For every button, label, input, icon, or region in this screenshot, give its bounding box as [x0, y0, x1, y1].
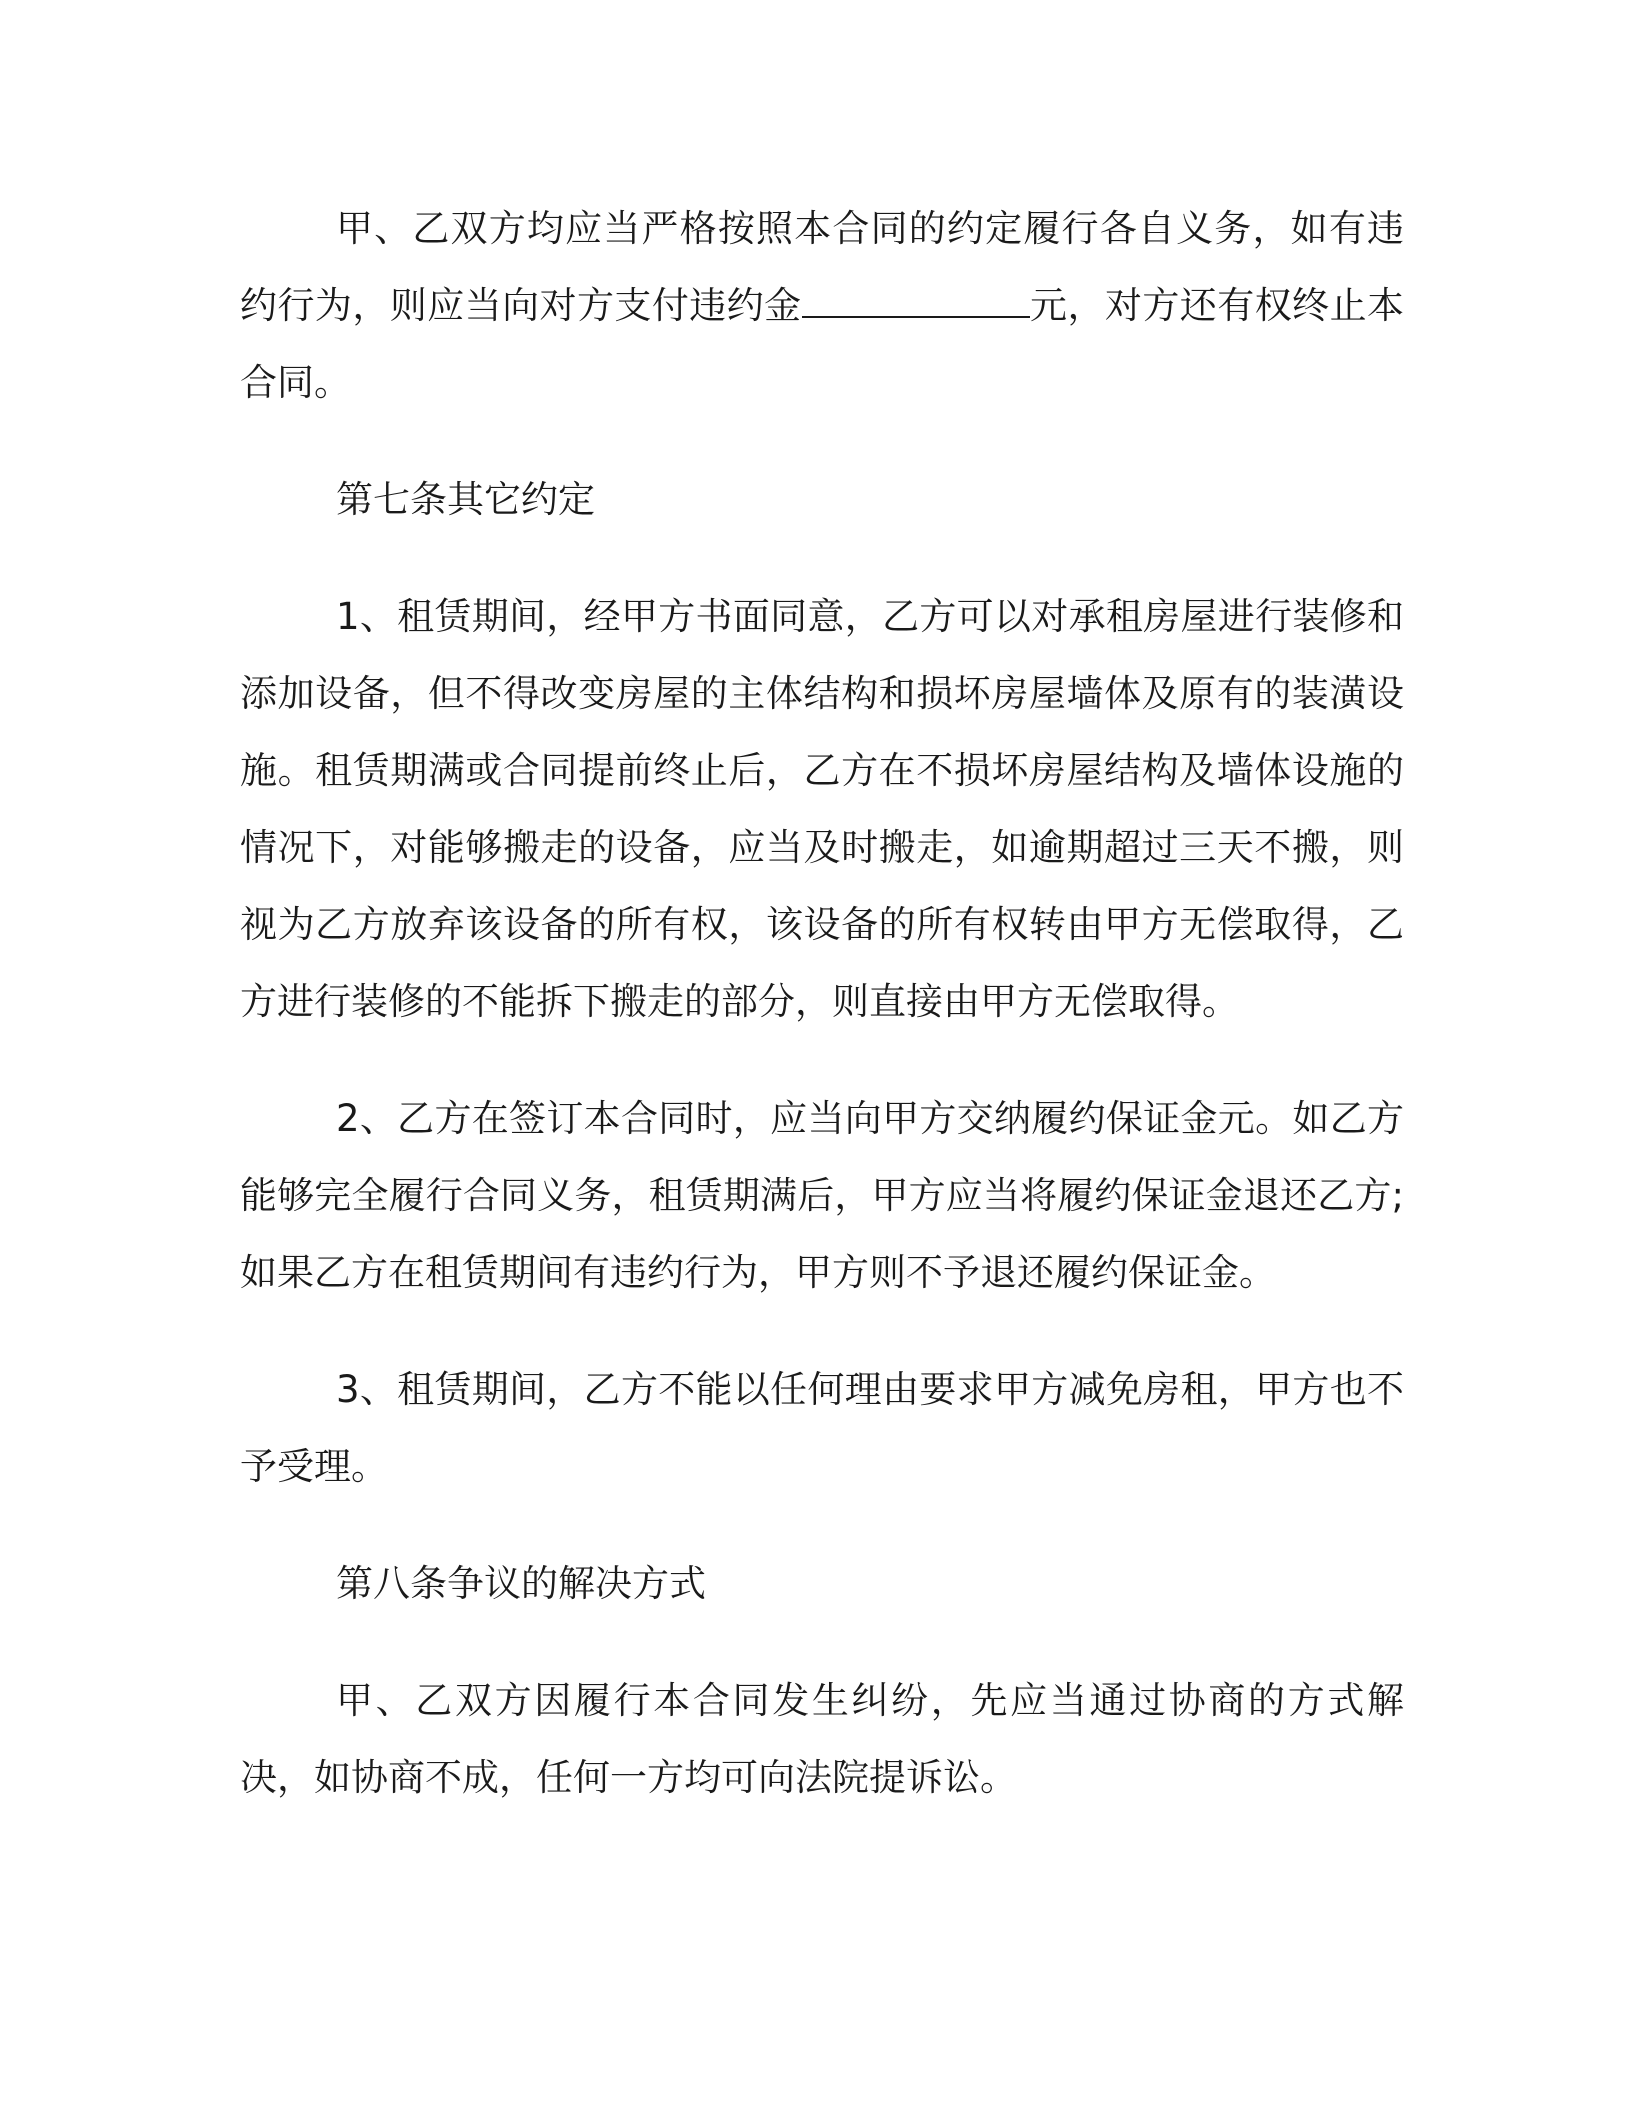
article-7-clause-2: 2、乙方在签订本合同时，应当向甲方交纳履约保证金元。如乙方能够完全履行合同义务，租赁期满后，甲方应当将履约保证金退还乙方;如果乙方在租赁期间有违约行为，甲方则不予退还履约保证金。: [240, 1097, 1404, 1294]
breach-text-after-blank: 元，对方还有权终止本合同。: [240, 284, 1405, 404]
article-8-heading: 第八条争议的解决方式: [336, 1562, 706, 1605]
article-7-clause-3: 3、租赁期间，乙方不能以任何理由要求甲方减免房租，甲方也不予受理。: [240, 1368, 1404, 1488]
article-7-clause-1: 1、租赁期间，经甲方书面同意，乙方可以对承租房屋进行装修和添加设备，但不得改变房屋的主体结构和损坏房屋墙体及原有的装潢设施。租赁期满或合同提前终止后，乙方在不损坏房屋结构及墙体设施的情况下，对能够搬走的设备，应当及时搬走，如逾期超过三天不搬，则视为乙方放弃该设备的所有权，该设备的所有权转由甲方无偿取得，乙方进行装修的不能拆下搬走的部分，则直接由甲方无偿取得。: [240, 595, 1404, 1023]
document-body: [240, 190, 1404, 1856]
breach-text-before-blank: 甲、乙双方均应当严格按照本合同的约定履行各自义务，如有违约行为，则应当向对方支付违约金: [240, 207, 1404, 327]
breach-paragraph: [240, 190, 1404, 421]
article-7-heading: 第七条其它约定: [336, 478, 595, 521]
penalty-amount-blank: [802, 276, 1030, 318]
dispute-resolution-paragraph: 甲、乙双方因履行本合同发生纠纷，先应当通过协商的方式解决，如协商不成，任何一方均可向法院提诉讼。: [240, 1679, 1404, 1799]
